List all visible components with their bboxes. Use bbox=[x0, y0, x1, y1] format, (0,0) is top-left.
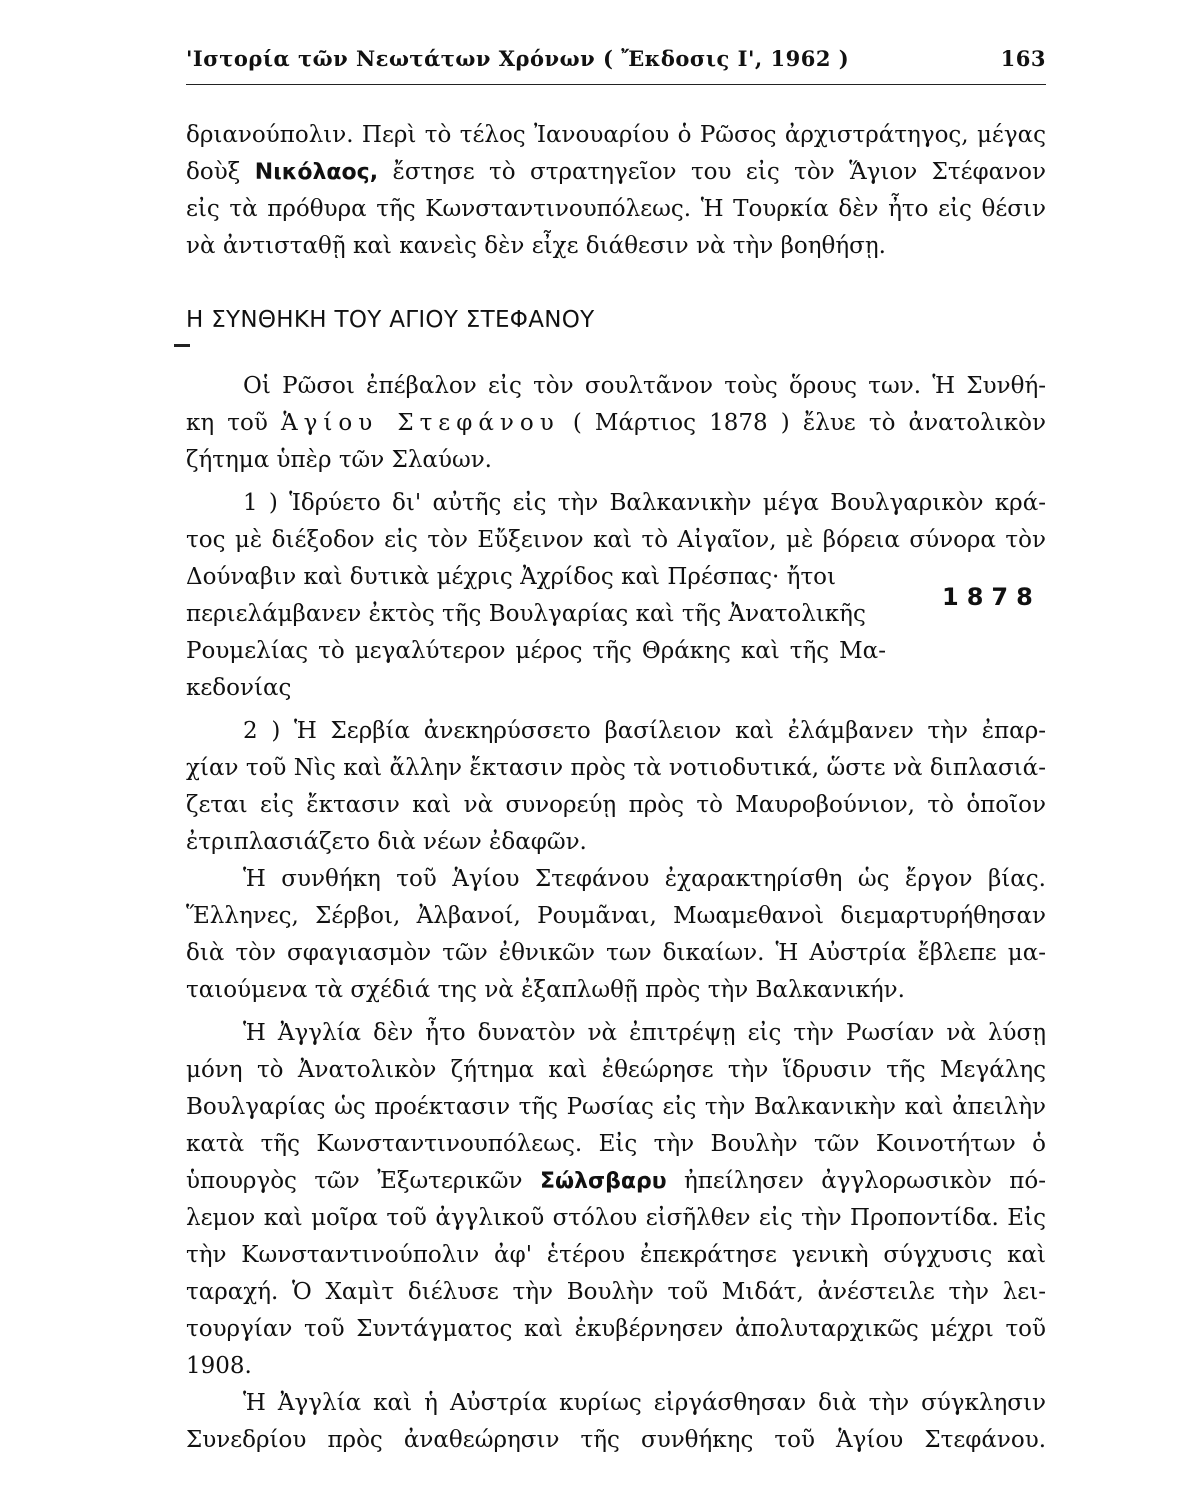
text-line bbox=[186, 1163, 1046, 1200]
margin-year: 1878 bbox=[942, 583, 1041, 611]
text-line: Οἱ Ρῶσοι ἐπέβαλον εἰς τὸν σουλτᾶνον τοὺς ὅρους των. Ἡ Συνθή- bbox=[243, 373, 1046, 399]
text-line: τὴν Κωνσταντινούπολιν ἀφ' ἑτέρου ἐπεκράτησε γενικὴ σύγχυσις καὶ bbox=[186, 1242, 1046, 1268]
text-line: 2 ) Ἡ Σερβία ἀνεκηρύσσετο βασίλειον καὶ ἐλάμβανεν τὴν ἐπαρ- bbox=[243, 718, 1046, 744]
text-line: μόνη τὸ Ἀνατολικὸν ζήτημα καὶ ἐθεώρησε τὴν ἵδρυσιν τῆς Μεγάλης bbox=[186, 1057, 1046, 1083]
header-title: 'Ιστορία τῶν Νεωτάτων Χρόνων ( Ἔκδοσις Ι', 1962 ) bbox=[186, 46, 850, 71]
text-line: 1 ) Ἱδρύετο δι' αὐτῆς εἰς τὴν Βαλκανικὴν μέγα Βουλγαρικὸν κρά- bbox=[243, 490, 1046, 516]
text-line: Δούναβιν καὶ δυτικὰ μέχρις Ἀχρίδος καὶ Πρέσπας· ἤτοι bbox=[186, 564, 837, 590]
text-line: εἰς τὰ πρόθυρα τῆς Κωνσταντινουπόλεως. Ἡ Τουρκία δὲν ἦτο εἰς θέσιν bbox=[186, 196, 1046, 222]
text-line: κατὰ τῆς Κωνσταντινουπόλεως. Εἰς τὴν Βουλὴν τῶν Κοινοτήτων ὁ bbox=[186, 1131, 1046, 1157]
line-part: ἠπείλησεν ἀγγλορωσικὸν πό- bbox=[684, 1168, 1046, 1194]
text-line: ἐτριπλασιάζετο διὰ νέων ἐδαφῶν. bbox=[186, 829, 587, 855]
text-line: Ἕλληνες, Σέρβοι, Ἀλβανοί, Ρουμᾶναι, Μωαμεθανοὶ διεμαρτυρήθησαν bbox=[186, 903, 1046, 929]
text-line: χίαν τοῦ Νὶς καὶ ἄλλην ἔκτασιν πρὸς τὰ νοτιοδυτικά, ὥστε νὰ διπλασιά- bbox=[186, 755, 1046, 781]
margin-dash bbox=[174, 344, 190, 347]
text-line: τουργίαν τοῦ Συντάγματος καὶ ἐκυβέρνησεν ἀπολυταρχικῶς μέχρι τοῦ bbox=[186, 1316, 1046, 1342]
text-line: Βουλγαρίας ὡς προέκτασιν τῆς Ρωσίας εἰς τὴν Βαλκανικὴν καὶ ἀπειλὴν bbox=[186, 1094, 1046, 1120]
text-line bbox=[186, 405, 1046, 442]
line-part: ὑπουργὸς τῶν Ἐξωτερικῶν bbox=[186, 1168, 523, 1194]
text-line: δριανούπολιν. Περὶ τὸ τέλος Ἰανουαρίου ὁ Ρῶσος ἀρχιστράτηγος, μέγας bbox=[186, 122, 1046, 148]
text-line: νὰ ἀντισταθῇ καὶ κανεὶς δὲν εἶχε διάθεσιν νὰ τὴν βοηθήσῃ. bbox=[186, 233, 886, 259]
text-line: Ἡ Ἀγγλία δὲν ἦτο δυνατὸν νὰ ἐπιτρέψῃ εἰς τὴν Ρωσίαν νὰ λύσῃ bbox=[243, 1020, 1046, 1046]
text-line: Ρουμελίας τὸ μεγαλύτερον μέρος τῆς Θράκης καὶ τῆς Μα- bbox=[186, 638, 886, 664]
text-line: Συνεδρίου πρὸς ἀναθεώρησιν τῆς συνθήκης τοῦ Ἁγίου Στεφάνου. bbox=[186, 1427, 1046, 1453]
text-line: κεδονίας bbox=[186, 675, 292, 701]
text-line: Ἡ συνθήκη τοῦ Ἁγίου Στεφάνου ἐχαρακτηρίσθη ὡς ἔργον βίας. bbox=[243, 866, 1046, 892]
text-line: περιελάμβανεν ἐκτὸς τῆς Βουλγαρίας καὶ τῆς Ἀνατολικῆς bbox=[186, 601, 866, 627]
text-line: ταραχή. Ὁ Χαμὶτ διέλυσε τὴν Βουλὴν τοῦ Μιδάτ, ἀνέστειλε τὴν λει- bbox=[186, 1279, 1046, 1305]
text-line: ζήτημα ὑπὲρ τῶν Σλαύων. bbox=[186, 447, 492, 473]
header-rule bbox=[186, 84, 1046, 85]
treaty-body bbox=[186, 368, 1046, 1459]
text-line: Ἡ Ἀγγλία καὶ ἡ Αὐστρία κυρίως εἰργάσθησαν διὰ τὴν σύγκλησιν bbox=[243, 1390, 1046, 1416]
text-line: λεμον καὶ μοῖρα τοῦ ἀγγλικοῦ στόλου εἰσῆλθεν εἰς τὴν Προποντίδα. Εἰς bbox=[186, 1205, 1046, 1231]
line-rest: ἔστησε τὸ στρατηγεῖον του εἰς τὸν Ἅγιον Στέφανον bbox=[392, 159, 1047, 185]
text-line: ταιούμενα τὰ σχέδιά της νὰ ἐξαπλωθῇ πρὸς τὴν Βαλκανικήν. bbox=[186, 977, 905, 1003]
text-line: ζεται εἰς ἔκτασιν καὶ νὰ συνορεύῃ πρὸς τὸ Μαυροβούνιον, τὸ ὁποῖον bbox=[186, 792, 1046, 818]
running-header bbox=[186, 46, 1046, 71]
text-line bbox=[186, 154, 1046, 191]
page-number: 163 bbox=[1000, 46, 1046, 71]
text-line: διὰ τὸν σφαγιασμὸν τῶν ἐθνικῶν των δικαίων. Ἡ Αὐστρία ἔβλεπε μα- bbox=[186, 940, 1046, 966]
name-salisbury: Σώλσβαρυ bbox=[539, 1169, 667, 1194]
section-heading: Η ΣΥΝΘΗΚΗ ΤΟΥ ΑΓΙΟΥ ΣΤΕΦΑΝΟΥ bbox=[186, 307, 595, 333]
text-line: τος μὲ διέξοδον εἰς τὸν Εὔξεινον καὶ τὸ Αἰγαῖον, μὲ βόρεια σύνορα τὸν bbox=[186, 527, 1046, 553]
word-dux: δοὺξ bbox=[186, 159, 241, 185]
name-nikolaos: Νικόλαος, bbox=[254, 160, 379, 185]
opening-paragraph bbox=[186, 117, 1046, 265]
spaced-name: Ἁγίου Στεφάνου bbox=[280, 410, 560, 436]
line-part: κη τοῦ bbox=[186, 410, 268, 436]
line-part: ( Μάρτιος 1878 ) ἔλυε τὸ ἀνατολικὸν bbox=[572, 410, 1046, 436]
text-line: 1908. bbox=[186, 1353, 252, 1379]
